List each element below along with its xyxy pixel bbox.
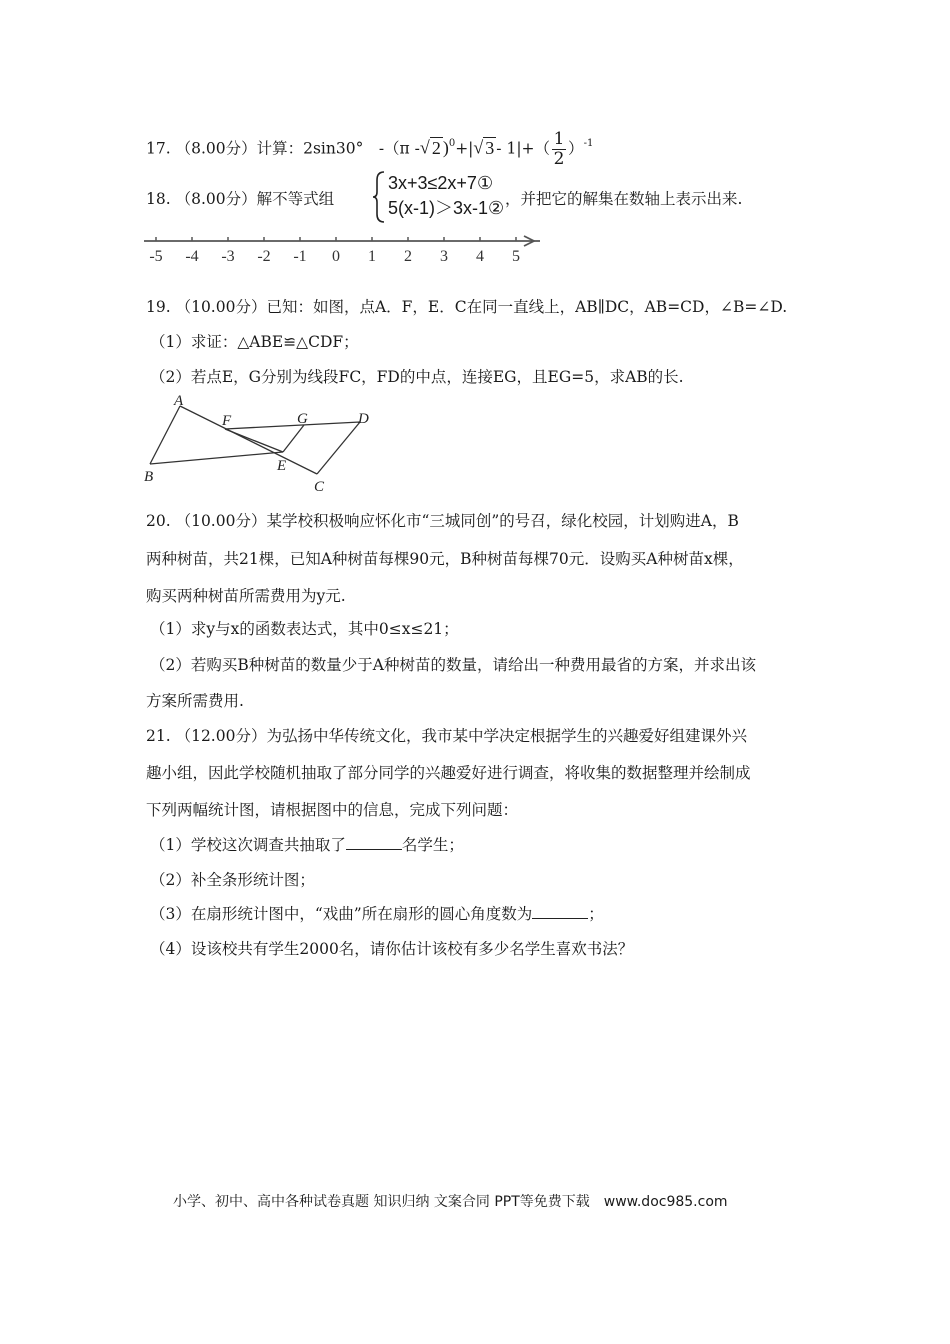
geometry-figure [140, 392, 380, 497]
number-line-label: 3 [440, 248, 448, 265]
question-21-line1: 21. （12.00分）为弘扬中华传统文化，我市某中学决定根据学生的兴趣爱好组建课外兴 [146, 727, 747, 745]
question-18-prefix: 18. （8.00分）解不等式组 [146, 190, 335, 208]
number-line-label: 1 [368, 248, 376, 265]
question-20-line2: 两种树苗，共21棵，已知A种树苗每棵90元，B种树苗每棵70元．设购买A种树苗x棵， [146, 550, 744, 568]
question-21-line3: 下列两幅统计图，请根据图中的信息，完成下列问题： [146, 801, 519, 819]
question-20-part2a: （2）若购买B种树苗的数量少于A种树苗的数量，请给出一种费用最省的方案，并求出该 [150, 656, 756, 674]
point-g-label: G [297, 411, 308, 427]
number-line-label: 5 [512, 248, 520, 265]
point-d-label: D [358, 411, 369, 427]
q17-exp0: 0 [448, 137, 456, 149]
number-line-label: 2 [404, 248, 412, 265]
point-f-label: F [222, 413, 232, 429]
question-20-part2b: 方案所需费用. [146, 692, 244, 710]
question-20-line3: 购买两种树苗所需费用为y元. [146, 587, 346, 605]
question-17: 17. （8.00分）计算：2sin30° -（π -√ 2 )$^0$+|√ 3 - 1|+（ $\frac{1}{2}$ ）$^{-1}$ [146, 129, 594, 169]
answer-blank-2[interactable] [532, 904, 588, 919]
segment-cd [317, 422, 360, 474]
point-b-label: B [144, 469, 154, 485]
question-21-part3: （3）在扇形统计图中，“戏曲”所在扇形的圆心角度数为 ； [150, 905, 604, 923]
inequality-2: 5(x-1)＞3x-1② [388, 198, 505, 218]
q17-text: 17. （8.00分）计算：2sin30° -（π - [146, 139, 420, 158]
q17-plus: +| [455, 139, 474, 158]
number-line [140, 228, 540, 268]
question-18-suffix: ，并把它的解集在数轴上表示出来. [505, 190, 743, 208]
q17-exp-neg1: -1 [583, 137, 594, 149]
number-line-label: -2 [257, 248, 271, 265]
segment-fd [225, 422, 360, 429]
page-footer: 小学、初中、高中各种试卷真题 知识归纳 文案合同 PPT等免费下载 www.doc985.com [173, 1194, 728, 1210]
q17-mid: - 1|+（ [496, 139, 551, 158]
segment-ab [150, 406, 180, 464]
q17-fraction: $\frac{1}{2}$ [553, 129, 565, 169]
question-21-part4: （4）设该校共有学生2000名，请你估计该校有多少名学生喜欢书法？ [150, 940, 634, 958]
question-19-part2: （2）若点E，G分别为线段FC，FD的中点，连接EG，且EG=5，求AB的长. [150, 368, 684, 386]
number-line-label: 0 [332, 248, 340, 265]
system-brace [372, 170, 388, 224]
question-21-part1: （1）学校这次调查共抽取了 名学生； [150, 836, 464, 854]
answer-blank-1[interactable] [346, 835, 402, 850]
point-a-label: A [174, 393, 184, 409]
question-20-line1: 20. （10.00分）某学校积极响应怀化市“三城同创”的号召，绿化校园，计划购进A，B [146, 512, 739, 530]
question-20-part1: （1）求y与x的函数表达式，其中0≤x≤21； [150, 620, 459, 638]
segment-be [150, 452, 283, 464]
question-21-part2: （2）补全条形统计图； [150, 871, 315, 889]
point-e-label: E [277, 458, 287, 474]
number-line-label: -3 [221, 248, 235, 265]
point-c-label: C [314, 479, 325, 495]
q17-sqrt3: 3 [485, 137, 495, 158]
q17-sqrt2: 2 [431, 137, 441, 158]
number-line-label: 4 [476, 248, 484, 265]
segment-fe [225, 429, 283, 452]
question-21-line2: 趣小组，因此学校随机抽取了部分同学的兴趣爱好进行调查，将收集的数据整理并绘制成 [146, 764, 751, 782]
segment-eg [283, 425, 304, 452]
q17-close: ） [568, 139, 584, 158]
number-line-label: -4 [185, 248, 199, 265]
number-line-label: -1 [293, 248, 307, 265]
question-19-part1: （1）求证：△ABE≌△CDF； [150, 333, 359, 351]
inequality-1: 3x+3≤2x+7① [388, 173, 494, 193]
question-19-stem: 19. （10.00分）已知：如图，点A．F，E．C在同一直线上，AB∥DC，AB=CD，∠B=∠D. [146, 298, 788, 316]
number-line-label: -5 [149, 248, 163, 265]
